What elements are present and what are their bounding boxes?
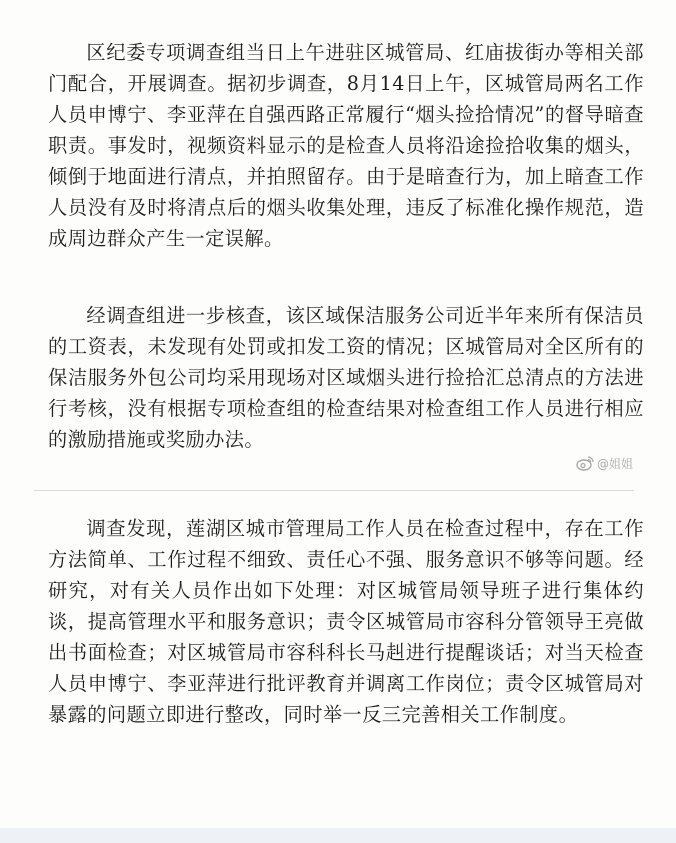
- paragraph-further-verification: 经调查组进一步核查，该区域保洁服务公司近半年来所有保洁员的工资表，未发现有处罚或扣发工资的情况；区城管局对全区所有的保洁服务外包公司均采用现场对区域烟头进行捡拾汇总清点的方法进行考核，没有根据专项检查组的检查结果对检查组工作人员进行相应的激励措施或奖励办法。: [48, 304, 644, 451]
- bottom-strip: [0, 828, 676, 843]
- paragraph-investigation-intro: 区纪委专项调查组当日上午进驻区城管局、红庙拔街办等相关部门配合，开展调查。据初步调查，8月14日上午，区城管局两名工作人员申博宁、李亚萍在自强西路正常履行“烟头捡拾情况”的督导暗查职责。事发时，视频资料显示的是检查人员将沿途捡拾收集的烟头，倾倒于地面进行清点，并拍照留存。由于是暗查行为，加上暗查工作人员没有及时将清点后的烟头收集处理，违反了标准化操作规范，造成周边群众产生一定误解。: [48, 41, 644, 250]
- paragraph-findings-and-handling: 调查发现，莲湖区城市管理局工作人员在检查过程中，存在工作方法简单、工作过程不细致、责任心不强、服务意识不够等问题。经研究，对有关人员作出如下处理：对区城管局领导班子进行集体约谈，提高管理水平和服务意识；责令区城管局市容科分管领导王亮做出书面检查；对区城管局市容科科长马赳进行提醒谈话；对当天检查人员申博宁、李亚萍进行批评教育并调离工作岗位；责令区城管局对暴露的问题立即进行整改，同时举一反三完善相关工作制度。: [48, 517, 644, 726]
- weibo-logo-icon: [576, 455, 594, 471]
- page-divider: [34, 490, 634, 491]
- weibo-watermark: [576, 452, 633, 474]
- watermark-handle: @姐姐: [597, 456, 634, 471]
